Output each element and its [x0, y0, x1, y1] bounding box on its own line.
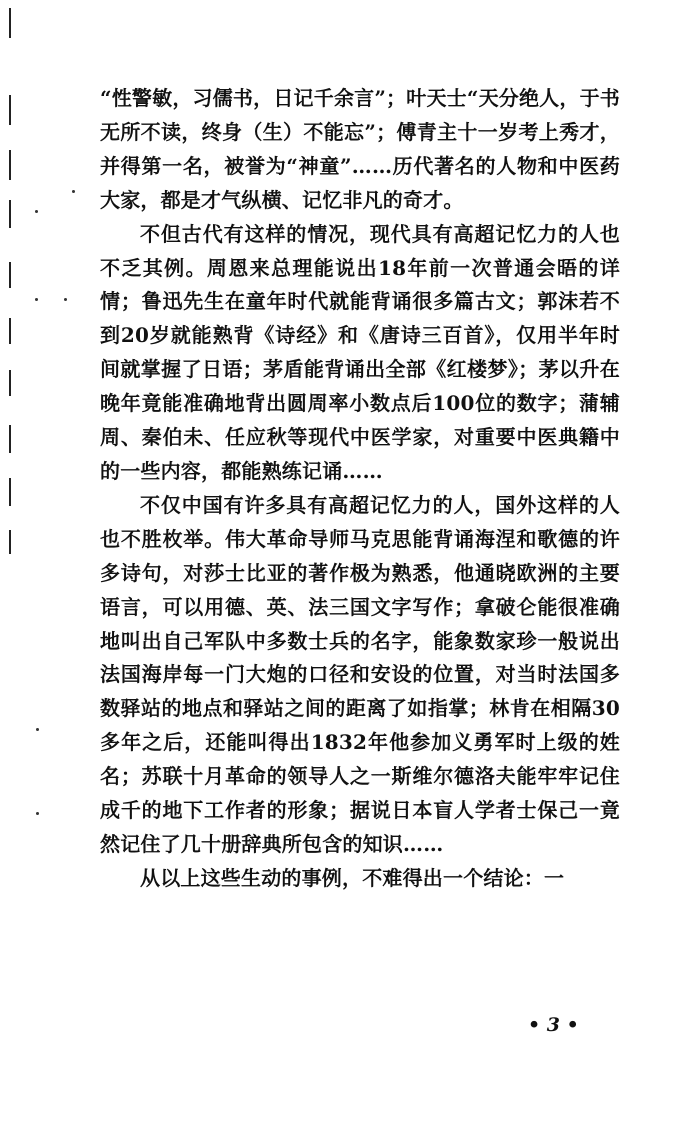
scan-edge-marks — [0, 0, 80, 1122]
scan-speck — [36, 812, 39, 815]
scan-edge-line — [9, 425, 11, 453]
paragraph-2: 不但古代有这样的情况，现代具有高超记忆力的人也不乏其例。周恩来总理能说出18年前一次普通会晤的详情；鲁迅先生在童年时代就能背诵很多篇古文；郭沫若不到20岁就能熟背《诗经》和《唐诗三百首》，仅用半年时间就掌握了日语；茅盾能背诵出全部《红楼梦》；茅以升在晚年竟能准确地背出圆周率小数点后100位的数字；蒲辅周、秦伯未、任应秋等现代中医学家，对重要中医典籍中的一些内容，都能熟练记诵…… — [100, 221, 620, 483]
scan-speck — [35, 298, 38, 301]
scan-edge-line — [9, 200, 11, 228]
scan-speck — [72, 190, 75, 193]
page-body-text — [100, 82, 620, 896]
scan-speck — [64, 298, 67, 301]
scan-edge-line — [9, 478, 11, 506]
page-number: • 3 • — [528, 1014, 579, 1036]
scan-speck — [35, 210, 38, 213]
scan-speck — [36, 728, 39, 731]
scan-edge-line — [9, 530, 11, 554]
paragraph-3: 不仅中国有许多具有高超记忆力的人，国外这样的人也不胜枚举。伟大革命导师马克思能背诵海涅和歌德的许多诗句，对莎士比亚的著作极为熟悉，他通晓欧洲的主要语言，可以用德、英、法三国文字写作；拿破仑能很准确地叫出自己军队中多数士兵的名字，能象数家珍一般说出法国海岸每一门大炮的口径和安设的位置，对当时法国多数驿站的地点和驿站之间的距离了如指掌；林肯在相隔30多年之后，还能叫得出1832年他参加义勇军时上级的姓名；苏联十月革命的领导人之一斯维尔德洛夫能牢牢记住成千的地下工作者的形象；据说日本盲人学者士保己一竟然记住了几十册辞典所包含的知识…… — [100, 492, 620, 856]
scan-edge-line — [9, 318, 11, 344]
paragraph-4: 从以上这些生动的事例，不难得出一个结论：一 — [140, 865, 565, 890]
scan-edge-line — [9, 8, 11, 38]
scan-edge-line — [9, 95, 11, 125]
scan-edge-line — [9, 370, 11, 396]
paragraph-1: “性警敏，习儒书，日记千余言”；叶天士“天分绝人，于书无所不读，终身（生）不能忘”；傅青主十一岁考上秀才，并得第一名，被誉为“神童”……历代著名的人物和中医药大家，都是才气纵横、记忆非凡的奇才。 — [100, 86, 620, 212]
scan-edge-line — [9, 262, 11, 288]
scan-edge-line — [9, 150, 11, 180]
